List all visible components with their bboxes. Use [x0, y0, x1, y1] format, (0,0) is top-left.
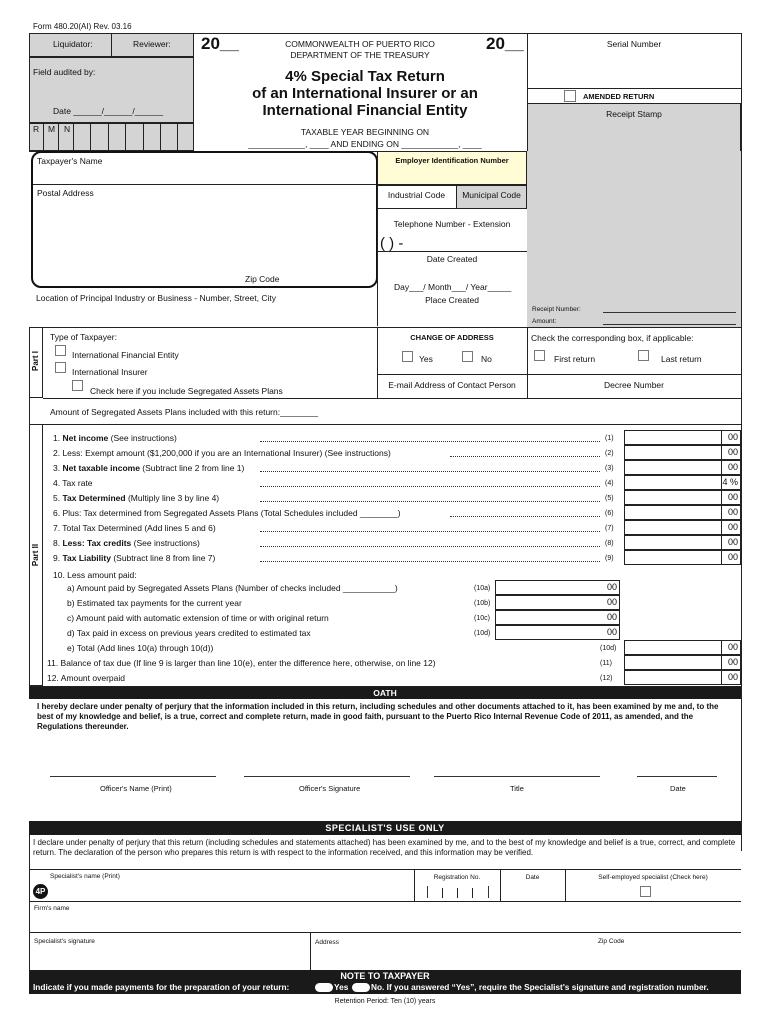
line-10b-label: b) Estimated tax payments for the current year — [67, 598, 242, 608]
line-2-cents: 00 — [727, 447, 738, 457]
address-yes-label: Yes — [419, 354, 433, 364]
line-1-label: 1. Net income (See instructions) — [53, 433, 177, 443]
last-return-checkbox[interactable] — [638, 350, 649, 361]
first-return-checkbox[interactable] — [534, 350, 545, 361]
line-7-ref: (7) — [605, 525, 614, 532]
date-label: Date ______/______/______ — [53, 106, 164, 116]
taxable-year-1: TAXABLE YEAR BEGINNING ON — [300, 127, 430, 137]
line12-cents: 00 — [727, 672, 738, 682]
decree-number-label: Decree Number — [604, 380, 664, 390]
gray-area — [527, 151, 741, 297]
location-label: Location of Principal Industry or Business - Number, Street, City — [36, 293, 276, 303]
line-9-amount[interactable] — [624, 550, 741, 565]
ife-option: International Financial Entity — [72, 350, 179, 360]
note-title: NOTE TO TAXPAYER — [340, 971, 430, 981]
zip-label: Zip Code — [598, 938, 625, 945]
line-7-cents: 00 — [727, 522, 738, 532]
specialist-date-label: Date — [525, 874, 540, 881]
line-10b-cents: 00 — [606, 597, 617, 607]
insurer-option: International Insurer — [72, 367, 148, 377]
line12-amount[interactable] — [624, 670, 741, 685]
insurer-checkbox[interactable] — [55, 362, 66, 373]
line-10d-cents: 00 — [606, 627, 617, 637]
place-created-label: Place Created — [425, 295, 479, 305]
ein-label: Employer Identification Number — [395, 156, 509, 165]
line-5-ref: (5) — [605, 495, 614, 502]
line-5-cents: 00 — [727, 492, 738, 502]
registration-label: Registration No. — [433, 874, 481, 881]
form-title-2: of an International Insurer or an — [252, 85, 478, 102]
address-yes-checkbox[interactable] — [402, 351, 413, 362]
note-yes: Yes — [334, 982, 349, 992]
form-id: Form 480.20(AI) Rev. 03.16 — [33, 22, 132, 31]
first-return-label: First return — [554, 354, 596, 364]
line-10c-amount[interactable] — [495, 610, 620, 625]
ife-checkbox[interactable] — [55, 345, 66, 356]
rmn-r: R — [33, 124, 40, 134]
line-1-cents: 00 — [727, 432, 738, 442]
line11-ref: (11) — [600, 660, 612, 667]
line-10a-label: a) Amount paid by Segregated Assets Plans (Number of checks included ___________) — [67, 583, 398, 593]
postal-address-label: Postal Address — [37, 188, 94, 198]
officer-signature-label: Officer's Signature — [299, 784, 361, 793]
line-9-ref: (9) — [605, 555, 614, 562]
amended-return-label: AMENDED RETURN — [583, 92, 655, 101]
note-no-oval[interactable] — [352, 983, 370, 992]
note-text-1: Indicate if you made payments for the preparation of your return: — [33, 982, 290, 992]
line-10a-cents: 00 — [606, 582, 617, 592]
email-label: E-mail Address of Contact Person — [388, 380, 516, 390]
line-3-amount[interactable] — [624, 460, 741, 475]
line-8-label: 8. Less: Tax credits (See instructions) — [53, 538, 200, 548]
line-9-label: 9. Tax Liability (Subtract line 8 from line 7) — [53, 553, 216, 563]
line-2-label: 2. Less: Exempt amount ($1,200,000 if you are an International Insurer) (See instructions) — [53, 448, 391, 458]
line-6-label: 6. Plus: Tax determined from Segregated Assets Plans (Total Schedules included ________) — [53, 508, 401, 518]
line-10b-ref: (10b) — [474, 600, 491, 607]
registration-input[interactable] — [427, 886, 489, 898]
line10e-label: e) Total (Add lines 10(a) through 10(d)) — [67, 643, 214, 653]
officer-date-label: Date — [670, 784, 686, 793]
line11-cents: 00 — [727, 657, 738, 667]
line-2-amount[interactable] — [624, 445, 741, 460]
line-10d-label: d) Tax paid in excess on previous years credited to estimated tax — [67, 628, 311, 638]
address-no-checkbox[interactable] — [462, 351, 473, 362]
last-return-label: Last return — [661, 354, 702, 364]
taxpayer-name-label: Taxpayer's Name — [37, 156, 103, 166]
line-6-amount[interactable] — [624, 505, 741, 520]
telephone-label: Telephone Number - Extension — [393, 219, 511, 229]
specialist-signature-label: Specialist's signature — [34, 938, 95, 945]
line10e-cents: 00 — [727, 642, 738, 652]
amended-return-checkbox[interactable] — [564, 90, 576, 102]
segregated-option: Check here if you include Segregated Assets Plans — [90, 386, 283, 396]
line-9-cents: 00 — [727, 552, 738, 562]
note-yes-oval[interactable] — [315, 983, 333, 992]
change-of-address-label: CHANGE OF ADDRESS — [410, 333, 494, 342]
officer-name-label: Officer's Name (Print) — [100, 784, 172, 793]
part2-label: Part II — [31, 543, 40, 567]
industrial-code-label: Industrial Code — [387, 190, 446, 200]
line-8-amount[interactable] — [624, 535, 741, 550]
reviewer-label: Reviewer: — [133, 39, 171, 49]
line-8-cents: 00 — [727, 537, 738, 547]
line-7-label: 7. Total Tax Determined (Add lines 5 and 6) — [53, 523, 216, 533]
line-1-ref: (1) — [605, 435, 614, 442]
line-10b-amount[interactable] — [495, 595, 620, 610]
line-10-label: 10. Less amount paid: — [53, 570, 137, 580]
date-created-input[interactable]: Day___/ Month___/ Year_____ — [394, 282, 512, 292]
specialist-title: SPECIALIST'S USE ONLY — [325, 823, 445, 833]
four-p-badge: 4P — [33, 884, 48, 899]
rmn-m: M — [48, 124, 56, 134]
line-10c-label: c) Amount paid with automatic extension of time or with original return — [67, 613, 329, 623]
line-4-cents: 4 % — [722, 477, 738, 487]
taxable-year-2[interactable]: ____________, ____ AND ENDING ON ____________, ____ — [248, 139, 482, 149]
year-left: 20__ — [201, 34, 239, 53]
line-2-ref: (2) — [605, 450, 614, 457]
agency-line1: COMMONWEALTH OF PUERTO RICO — [285, 39, 435, 49]
type-of-taxpayer-label: Type of Taxpayer: — [50, 332, 117, 342]
serial-number-label: Serial Number — [606, 39, 662, 49]
line-10d-amount[interactable] — [495, 625, 620, 640]
taxpayer-address-box[interactable] — [31, 151, 378, 288]
line-5-label: 5. Tax Determined (Multiply line 3 by line 4) — [53, 493, 220, 503]
line-8-ref: (8) — [605, 540, 614, 547]
self-employed-label: Self-employed specialist (Check here) — [598, 874, 708, 881]
line10e-ref: (10d) — [600, 645, 617, 652]
line-10a-ref: (10a) — [474, 585, 491, 592]
receipt-number-label: Receipt Number: — [532, 306, 581, 313]
line-3-label: 3. Net taxable income (Subtract line 2 from line 1) — [53, 463, 245, 473]
municipal-code-label: Municipal Code — [462, 190, 521, 200]
line-3-ref: (3) — [605, 465, 614, 472]
line-6-ref: (6) — [605, 510, 614, 517]
receipt-stamp-label: Receipt Stamp — [606, 109, 662, 119]
line10e-amount[interactable] — [624, 640, 741, 655]
form-title-1: 4% Special Tax Return — [285, 68, 445, 85]
line-7-amount[interactable] — [624, 520, 741, 535]
rmn-n: N — [64, 124, 71, 134]
line-5-amount[interactable] — [624, 490, 741, 505]
line12-label: 12. Amount overpaid — [47, 673, 125, 683]
officer-title-label: Title — [510, 784, 524, 793]
line-1-amount[interactable] — [624, 430, 741, 445]
segregated-checkbox[interactable] — [72, 380, 83, 391]
line-4-label: 4. Tax rate — [53, 478, 93, 488]
line-10c-cents: 00 — [606, 612, 617, 622]
line-10d-ref: (10d) — [474, 630, 491, 637]
line-3-cents: 00 — [727, 462, 738, 472]
oath-title: OATH — [373, 688, 397, 698]
address-no-label: No — [481, 354, 492, 364]
line-4-ref: (4) — [605, 480, 614, 487]
year-right: 20__ — [486, 34, 524, 53]
retention-period: Retention Period: Ten (10) years — [334, 998, 436, 1005]
line-10c-ref: (10c) — [474, 615, 490, 622]
line-6-cents: 00 — [727, 507, 738, 517]
line11-label: 11. Balance of tax due (If line 9 is larger than line 10(e), enter the difference here, otherwise, on line 12) — [47, 658, 436, 668]
address-label: Address — [315, 939, 339, 946]
specialist-name-label: Specialist's name (Print) — [50, 873, 120, 880]
line12-ref: (12) — [600, 675, 613, 682]
liquidator-label: Liquidator: — [53, 39, 93, 49]
phone-input[interactable]: ( ) - — [380, 235, 404, 252]
corresponding-box-label: Check the corresponding box, if applicable: — [531, 333, 694, 343]
date-created-label: Date Created — [426, 254, 478, 264]
part1-label: Part I — [31, 351, 40, 372]
field-audited-label: Field audited by: — [33, 67, 96, 77]
firm-name-label: Firm's name — [34, 905, 70, 912]
amount-label: Amount: — [532, 318, 557, 325]
line11-amount[interactable] — [624, 655, 741, 670]
zip-code-label: Zip Code — [245, 274, 280, 284]
line-10a-amount[interactable] — [495, 580, 620, 595]
oath-text: I hereby declare under penalty of perjury that the information included in this return, including schedules and other documents attached to it, has been examined by me and, to the best of my knowledge and belief, is a true, correct and complete return, made in good faith, pursuant to the Puerto Rico Internal Revenue Code of 2011, as amended, and the Regulations thereunder. — [37, 702, 719, 731]
specialist-text: I declare under penalty of perjury that this return (including schedules and statements attached) has been examined by me, and to the best of my knowledge and belief is a true, correct, and complete return. The declaration of the person who prepares this return is with respect to the information received, and this information may be verified. — [33, 838, 736, 857]
self-employed-checkbox[interactable] — [640, 886, 651, 897]
agency-line2: DEPARTMENT OF THE TREASURY — [290, 50, 430, 60]
line-4-amount[interactable] — [624, 475, 741, 490]
form-title-3: International Financial Entity — [262, 102, 468, 119]
note-text-2: No. If you answered “Yes”, require the Specialist's signature and registration number. — [371, 982, 709, 992]
segregated-amount-label[interactable]: Amount of Segregated Assets Plans included with this return:________ — [50, 407, 318, 417]
